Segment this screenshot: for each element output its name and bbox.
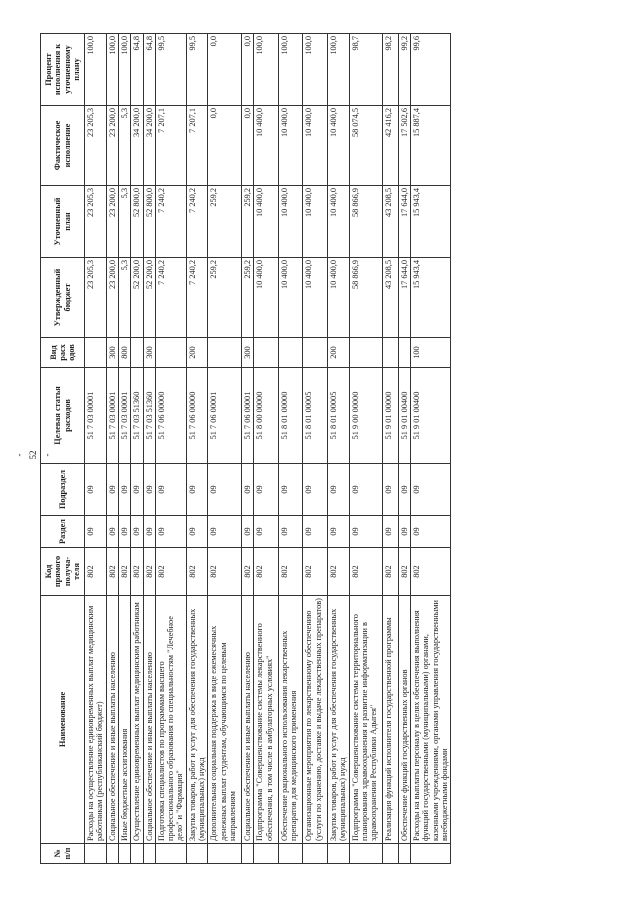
row-type-cell: 100 xyxy=(411,338,451,368)
table-row xyxy=(186,34,208,864)
header-actual: Фактическое исполнение xyxy=(41,106,85,186)
row-target-cell: 51 9 01 00400 xyxy=(411,368,451,464)
row-actual-cell: 10 400,0 xyxy=(328,106,350,186)
row-actual-cell: 0,0 xyxy=(208,106,242,186)
table-row xyxy=(118,34,130,864)
row-num-cell xyxy=(118,844,130,864)
row-approved-cell: 259,2 xyxy=(208,258,242,338)
table-row xyxy=(278,34,303,864)
row-code-cell: 802 xyxy=(303,548,328,596)
row-name-cell: Дополнительная социальная поддержка в виде ежемесячных денежных выплат студентам, обучающимся по целевым направлениям xyxy=(208,596,242,844)
table-row xyxy=(398,34,410,864)
row-target-cell: 51 9 01 00400 xyxy=(398,368,410,464)
table-row xyxy=(383,34,398,864)
row-type-cell xyxy=(155,338,186,368)
row-refined-cell: 5,3 xyxy=(118,186,130,258)
row-approved-cell: 10 400,0 xyxy=(254,258,279,338)
row-subsection-cell: 09 xyxy=(278,464,303,516)
row-num-cell xyxy=(106,844,118,864)
table-row xyxy=(328,34,350,864)
row-percent-cell: 100,0 xyxy=(278,34,303,106)
row-actual-cell: 23 205,3 xyxy=(85,106,107,186)
row-refined-cell: 23 205,3 xyxy=(85,186,107,258)
row-subsection-cell: 09 xyxy=(349,464,383,516)
header-section: Раздел xyxy=(41,516,85,548)
row-actual-cell: 58 074,5 xyxy=(349,106,383,186)
row-subsection-cell: 09 xyxy=(186,464,208,516)
row-num-cell xyxy=(242,844,254,864)
row-percent-cell: 100,0 xyxy=(254,34,279,106)
row-approved-cell: 259,2 xyxy=(242,258,254,338)
row-num-cell xyxy=(349,844,383,864)
row-type-cell xyxy=(303,338,328,368)
header-row xyxy=(41,34,85,864)
table-row xyxy=(303,34,328,864)
row-refined-cell: 259,2 xyxy=(242,186,254,258)
table-row xyxy=(131,34,143,864)
row-percent-cell: 100,0 xyxy=(85,34,107,106)
row-code-cell: 802 xyxy=(85,548,107,596)
row-type-cell: 300 xyxy=(143,338,155,368)
row-type-cell xyxy=(131,338,143,368)
row-code-cell: 802 xyxy=(383,548,398,596)
row-target-cell: 51 7 03 00001 xyxy=(118,368,130,464)
row-name-cell: Закупка товаров, работ и услуг для обеспечения государственных (муниципальных) нужд xyxy=(328,596,350,844)
header-num: № п/п xyxy=(41,844,85,864)
row-section-cell: 09 xyxy=(278,516,303,548)
table-row xyxy=(143,34,155,864)
row-approved-cell: 7 240,2 xyxy=(155,258,186,338)
row-actual-cell: 7 207,1 xyxy=(186,106,208,186)
row-type-cell xyxy=(85,338,107,368)
row-subsection-cell: 09 xyxy=(303,464,328,516)
row-num-cell xyxy=(186,844,208,864)
row-num-cell xyxy=(208,844,242,864)
row-target-cell: 51 7 06 00001 xyxy=(208,368,242,464)
header-approved: Утвержденный бюджет xyxy=(41,258,85,338)
row-target-cell: 51 7 03 51360 xyxy=(143,368,155,464)
row-code-cell: 802 xyxy=(328,548,350,596)
row-name-cell: Осуществление единовременных выплат медицинским работникам xyxy=(131,596,143,844)
header-type: Вид расх одов xyxy=(41,338,85,368)
row-refined-cell: 10 400,0 xyxy=(278,186,303,258)
row-target-cell: 51 7 03 00001 xyxy=(106,368,118,464)
row-actual-cell: 15 887,4 xyxy=(411,106,451,186)
row-section-cell: 09 xyxy=(349,516,383,548)
row-code-cell: 802 xyxy=(278,548,303,596)
row-code-cell: 802 xyxy=(186,548,208,596)
row-percent-cell: 98,2 xyxy=(383,34,398,106)
header-target: Целевая статья расходов xyxy=(41,368,85,464)
row-percent-cell: 100,0 xyxy=(303,34,328,106)
row-name-cell: Подготовка специалистов по программам высшего профессионального образования по специальностям "Лечебное дело" и "Фармация" xyxy=(155,596,186,844)
row-section-cell: 09 xyxy=(143,516,155,548)
table-row xyxy=(242,34,254,864)
row-num-cell xyxy=(131,844,143,864)
row-approved-cell: 58 866,9 xyxy=(349,258,383,338)
row-actual-cell: 34 200,0 xyxy=(143,106,155,186)
row-actual-cell: 0,0 xyxy=(242,106,254,186)
row-code-cell: 802 xyxy=(155,548,186,596)
row-refined-cell: 23 200,0 xyxy=(106,186,118,258)
row-type-cell xyxy=(349,338,383,368)
row-actual-cell: 10 400,0 xyxy=(254,106,279,186)
row-num-cell xyxy=(143,844,155,864)
row-refined-cell: 52 800,0 xyxy=(131,186,143,258)
row-name-cell: Подпрограмма "Совершенствование системы лекарственного обеспечения, в том числе в амбулаторных условиях" xyxy=(254,596,279,844)
row-name-cell: Социальное обеспечение и иные выплаты населению xyxy=(143,596,155,844)
row-num-cell xyxy=(303,844,328,864)
row-percent-cell: 64,8 xyxy=(143,34,155,106)
row-target-cell: 51 7 03 51360 xyxy=(131,368,143,464)
row-section-cell: 09 xyxy=(411,516,451,548)
table-row xyxy=(208,34,242,864)
row-code-cell: 802 xyxy=(242,548,254,596)
row-refined-cell: 43 208,5 xyxy=(383,186,398,258)
header-subsection: Подраздел xyxy=(41,464,85,516)
row-approved-cell: 17 644,0 xyxy=(398,258,410,338)
row-subsection-cell: 09 xyxy=(242,464,254,516)
row-approved-cell: 10 400,0 xyxy=(278,258,303,338)
row-name-cell: Расходы на осуществление единовременных выплат медицинским работникам (республиканский бюджет) xyxy=(85,596,107,844)
row-code-cell: 802 xyxy=(208,548,242,596)
row-code-cell: 802 xyxy=(118,548,130,596)
row-actual-cell: 10 400,0 xyxy=(278,106,303,186)
row-percent-cell: 100,0 xyxy=(328,34,350,106)
row-approved-cell: 10 400,0 xyxy=(328,258,350,338)
table-row xyxy=(85,34,107,864)
row-subsection-cell: 09 xyxy=(398,464,410,516)
row-subsection-cell: 09 xyxy=(131,464,143,516)
rotated-page xyxy=(40,34,610,864)
row-code-cell: 802 xyxy=(411,548,451,596)
row-name-cell: Закупка товаров, работ и услуг для обеспечения государственных (муниципальных) нужд xyxy=(186,596,208,844)
row-refined-cell: 259,2 xyxy=(208,186,242,258)
header-percent: Процент исполнения к уточненному плану xyxy=(41,34,85,106)
row-target-cell: 51 7 06 00000 xyxy=(155,368,186,464)
row-type-cell xyxy=(383,338,398,368)
row-actual-cell: 10 400,0 xyxy=(303,106,328,186)
row-actual-cell: 34 200,0 xyxy=(131,106,143,186)
row-name-cell: Социальное обеспечение и иные выплаты населению xyxy=(242,596,254,844)
row-section-cell: 09 xyxy=(242,516,254,548)
table-row xyxy=(349,34,383,864)
row-section-cell: 09 xyxy=(106,516,118,548)
row-subsection-cell: 09 xyxy=(106,464,118,516)
row-num-cell xyxy=(328,844,350,864)
row-approved-cell: 5,3 xyxy=(118,258,130,338)
row-approved-cell: 23 200,0 xyxy=(106,258,118,338)
row-subsection-cell: 09 xyxy=(328,464,350,516)
row-refined-cell: 10 400,0 xyxy=(328,186,350,258)
row-approved-cell: 52 200,0 xyxy=(143,258,155,338)
table-row xyxy=(254,34,279,864)
row-section-cell: 09 xyxy=(155,516,186,548)
row-percent-cell: 99,5 xyxy=(186,34,208,106)
row-code-cell: 802 xyxy=(398,548,410,596)
table-row xyxy=(411,34,451,864)
row-name-cell: Обеспечение рационального использования лекарственных препаратов для медицинского применения xyxy=(278,596,303,844)
row-percent-cell: 0,0 xyxy=(208,34,242,106)
row-percent-cell: 99,5 xyxy=(155,34,186,106)
row-name-cell: Социальное обеспечение и иные выплаты населению xyxy=(106,596,118,844)
row-refined-cell: 58 866,9 xyxy=(349,186,383,258)
row-actual-cell: 5,3 xyxy=(118,106,130,186)
row-num-cell xyxy=(411,844,451,864)
row-section-cell: 09 xyxy=(303,516,328,548)
row-percent-cell: 99,2 xyxy=(398,34,410,106)
row-section-cell: 09 xyxy=(208,516,242,548)
row-num-cell xyxy=(155,844,186,864)
row-actual-cell: 17 502,6 xyxy=(398,106,410,186)
row-section-cell: 09 xyxy=(383,516,398,548)
row-approved-cell: 10 400,0 xyxy=(303,258,328,338)
row-subsection-cell: 09 xyxy=(383,464,398,516)
row-target-cell: 51 8 01 00005 xyxy=(303,368,328,464)
row-name-cell: Расходы на выплаты персоналу в целях обеспечения выполнения функций государственными (муниципальными) органами, казенными учреждениями, органами управления государственными внебюджетными фондами xyxy=(411,596,451,844)
row-actual-cell: 42 416,2 xyxy=(383,106,398,186)
row-target-cell: 51 9 00 00000 xyxy=(349,368,383,464)
row-percent-cell: 0,0 xyxy=(242,34,254,106)
row-actual-cell: 23 200,0 xyxy=(106,106,118,186)
header-refined: Уточненный план xyxy=(41,186,85,258)
row-code-cell: 802 xyxy=(143,548,155,596)
row-section-cell: 09 xyxy=(85,516,107,548)
row-subsection-cell: 09 xyxy=(85,464,107,516)
row-section-cell: 09 xyxy=(398,516,410,548)
row-subsection-cell: 09 xyxy=(155,464,186,516)
row-target-cell: 51 7 06 00000 xyxy=(186,368,208,464)
row-num-cell xyxy=(278,844,303,864)
row-code-cell: 802 xyxy=(254,548,279,596)
row-subsection-cell: 09 xyxy=(143,464,155,516)
row-section-cell: 09 xyxy=(328,516,350,548)
row-refined-cell: 7 240,2 xyxy=(155,186,186,258)
row-approved-cell: 23 205,3 xyxy=(85,258,107,338)
row-target-cell: 51 7 06 00001 xyxy=(242,368,254,464)
row-num-cell xyxy=(254,844,279,864)
row-refined-cell: 10 400,0 xyxy=(303,186,328,258)
table-row xyxy=(155,34,186,864)
header-code: Код прямого получа-теля xyxy=(41,548,85,596)
row-percent-cell: 100,0 xyxy=(106,34,118,106)
row-target-cell: 51 8 01 00005 xyxy=(328,368,350,464)
row-subsection-cell: 09 xyxy=(411,464,451,516)
row-approved-cell: 52 200,0 xyxy=(131,258,143,338)
row-approved-cell: 15 943,4 xyxy=(411,258,451,338)
budget-table xyxy=(40,33,451,864)
row-num-cell xyxy=(383,844,398,864)
row-actual-cell: 7 207,1 xyxy=(155,106,186,186)
row-type-cell: 200 xyxy=(328,338,350,368)
row-type-cell: 200 xyxy=(186,338,208,368)
row-type-cell: 300 xyxy=(242,338,254,368)
row-approved-cell: 7 240,2 xyxy=(186,258,208,338)
row-percent-cell: 100,0 xyxy=(118,34,130,106)
row-subsection-cell: 09 xyxy=(118,464,130,516)
row-refined-cell: 10 400,0 xyxy=(254,186,279,258)
row-name-cell: Иные бюджетные ассигнования xyxy=(118,596,130,844)
row-type-cell xyxy=(208,338,242,368)
row-name-cell: Организационные мероприятия по лекарственному обеспечению (услуги по хранению, доставке и выдаче лекарственных препаратов) xyxy=(303,596,328,844)
row-type-cell: 800 xyxy=(118,338,130,368)
row-refined-cell: 17 644,0 xyxy=(398,186,410,258)
row-subsection-cell: 09 xyxy=(208,464,242,516)
table-row xyxy=(106,34,118,864)
row-type-cell xyxy=(254,338,279,368)
row-section-cell: 09 xyxy=(254,516,279,548)
row-target-cell: 51 8 00 00000 xyxy=(254,368,279,464)
row-percent-cell: 98,7 xyxy=(349,34,383,106)
row-refined-cell: 52 800,0 xyxy=(143,186,155,258)
row-target-cell: 51 7 03 00001 xyxy=(85,368,107,464)
row-type-cell: 300 xyxy=(106,338,118,368)
row-code-cell: 802 xyxy=(131,548,143,596)
row-num-cell xyxy=(85,844,107,864)
header-name: Наименование xyxy=(41,596,85,844)
row-type-cell xyxy=(398,338,410,368)
row-code-cell: 802 xyxy=(349,548,383,596)
row-approved-cell: 43 208,5 xyxy=(383,258,398,338)
row-percent-cell: 64,8 xyxy=(131,34,143,106)
table-body xyxy=(85,34,451,864)
row-refined-cell: 15 943,4 xyxy=(411,186,451,258)
row-name-cell: Обеспечение функций государственных органов xyxy=(398,596,410,844)
row-section-cell: 09 xyxy=(131,516,143,548)
row-num-cell xyxy=(398,844,410,864)
row-name-cell: Реализация функций исполнителя государственной программы xyxy=(383,596,398,844)
row-subsection-cell: 09 xyxy=(254,464,279,516)
row-code-cell: 802 xyxy=(106,548,118,596)
page-number: - 52 - xyxy=(14,450,52,460)
row-target-cell: 51 8 01 00000 xyxy=(278,368,303,464)
row-percent-cell: 99,6 xyxy=(411,34,451,106)
row-name-cell: Подпрограмма "Совершенствование системы территориального планирования здравоохранения и развитие информатизации в здравоохранении Республики Адыгея" xyxy=(349,596,383,844)
row-type-cell xyxy=(278,338,303,368)
row-section-cell: 09 xyxy=(186,516,208,548)
row-target-cell: 51 9 01 00000 xyxy=(383,368,398,464)
row-section-cell: 09 xyxy=(118,516,130,548)
row-refined-cell: 7 240,2 xyxy=(186,186,208,258)
